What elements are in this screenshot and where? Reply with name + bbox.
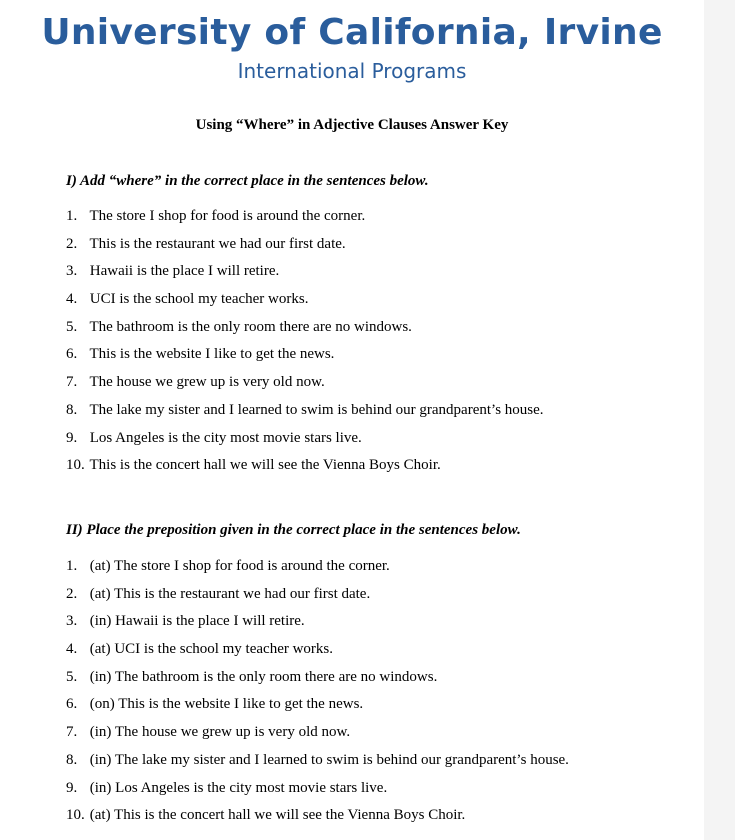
section-2-list bbox=[66, 556, 569, 833]
list-item bbox=[66, 206, 544, 234]
item-text: (in) The bathroom is the only room there are no windows. bbox=[89, 668, 438, 685]
list-item bbox=[66, 639, 569, 667]
item-text: (on) This is the website I like to get the news. bbox=[89, 696, 364, 713]
list-item bbox=[66, 289, 544, 317]
viewer-margin bbox=[704, 0, 735, 840]
list-item bbox=[66, 400, 544, 428]
item-text: (at) The store I shop for food is around the corner. bbox=[89, 558, 390, 574]
item-text: UCI is the school my teacher works. bbox=[89, 291, 309, 308]
list-item bbox=[66, 722, 569, 750]
item-number: 9. bbox=[66, 429, 78, 446]
item-number: 6. bbox=[66, 346, 78, 363]
list-item bbox=[66, 778, 569, 806]
section-1-list bbox=[66, 206, 544, 483]
item-text: (in) Los Angeles is the city most movie stars live. bbox=[89, 779, 388, 796]
list-item bbox=[66, 611, 569, 639]
item-text: This is the website I like to get the news. bbox=[89, 346, 335, 363]
item-text: The store I shop for food is around the corner. bbox=[89, 208, 366, 224]
list-item bbox=[66, 372, 544, 400]
list-item bbox=[66, 750, 569, 778]
item-number: 2. bbox=[66, 585, 78, 602]
item-text: (at) This is the restaurant we had our first date. bbox=[89, 585, 371, 602]
list-item bbox=[66, 317, 544, 345]
item-text: (in) The lake my sister and I learned to swim is behind our grandparent’s house. bbox=[89, 751, 569, 768]
list-item bbox=[66, 667, 569, 695]
item-number: 3. bbox=[66, 613, 78, 630]
item-number: 10. bbox=[66, 807, 85, 824]
item-number: 1. bbox=[66, 558, 78, 574]
item-number: 2. bbox=[66, 235, 78, 252]
list-item bbox=[66, 428, 544, 456]
list-item bbox=[66, 584, 569, 612]
item-text: The lake my sister and I learned to swim is behind our grandparent’s house. bbox=[89, 401, 544, 418]
list-item bbox=[66, 234, 544, 262]
item-text: Los Angeles is the city most movie stars live. bbox=[89, 429, 362, 446]
list-item bbox=[66, 455, 544, 483]
section-1-heading: I) Add “where” in the correct place in the sentences below. bbox=[66, 173, 429, 189]
item-text: (at) UCI is the school my teacher works. bbox=[89, 641, 334, 658]
item-number: 7. bbox=[66, 724, 78, 741]
item-text: (in) The house we grew up is very old now. bbox=[89, 724, 351, 741]
list-item bbox=[66, 344, 544, 372]
list-item bbox=[66, 805, 569, 833]
document-title: Using “Where” in Adjective Clauses Answer Key bbox=[195, 117, 509, 133]
list-item bbox=[66, 261, 544, 289]
item-text: (in) Hawaii is the place I will retire. bbox=[89, 613, 305, 630]
university-logo-title: University of California, Irvine bbox=[41, 12, 663, 53]
item-number: 4. bbox=[66, 641, 78, 658]
item-text: The house we grew up is very old now. bbox=[89, 374, 325, 391]
item-number: 7. bbox=[66, 374, 78, 391]
item-number: 10. bbox=[66, 457, 85, 474]
item-number: 8. bbox=[66, 751, 78, 768]
item-text: (at) This is the concert hall we will see the Vienna Boys Choir. bbox=[89, 807, 466, 824]
item-text: This is the restaurant we had our first date. bbox=[89, 235, 346, 252]
item-number: 9. bbox=[66, 779, 78, 796]
item-number: 5. bbox=[66, 668, 78, 685]
section-2-heading: II) Place the preposition given in the correct place in the sentences below. bbox=[66, 522, 521, 538]
item-number: 5. bbox=[66, 318, 78, 335]
item-number: 1. bbox=[66, 208, 78, 224]
item-number: 8. bbox=[66, 401, 78, 418]
item-text: Hawaii is the place I will retire. bbox=[89, 263, 280, 280]
item-text: This is the concert hall we will see the Vienna Boys Choir. bbox=[89, 457, 441, 474]
item-number: 6. bbox=[66, 696, 78, 713]
department-subtitle: International Programs bbox=[237, 59, 467, 83]
list-item bbox=[66, 556, 569, 584]
item-number: 4. bbox=[66, 291, 78, 308]
item-number: 3. bbox=[66, 263, 78, 280]
item-text: The bathroom is the only room there are no windows. bbox=[89, 318, 412, 335]
list-item bbox=[66, 694, 569, 722]
